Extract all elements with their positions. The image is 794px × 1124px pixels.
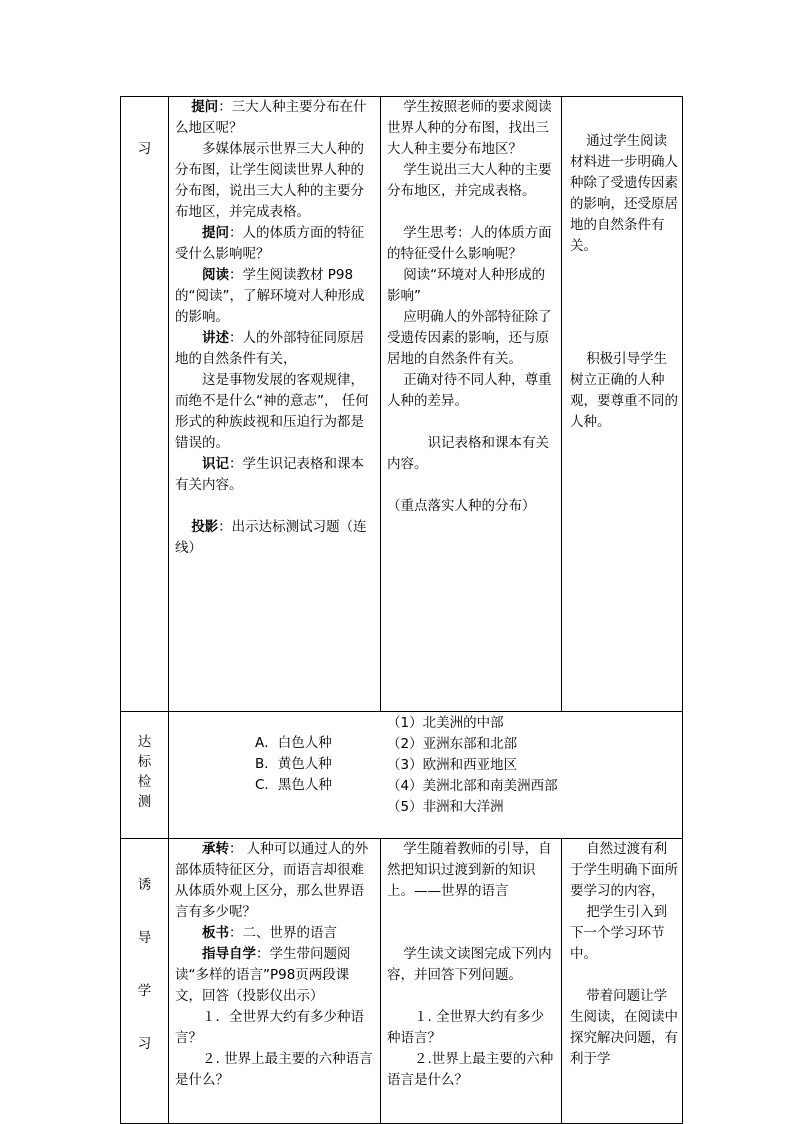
label-char: 测 (137, 794, 152, 810)
purpose-line-3: 带着问题让学生阅读，在阅读中探究解决问题，有利于学 (570, 988, 678, 1067)
row-label-assessment (121, 712, 169, 839)
match-region-2: （2）亚洲东部和北部 (387, 736, 518, 752)
label-char: 习 (137, 1036, 152, 1052)
student-line-1: 学生按照老师的要求阅读世界人种的分布图，找出三大人种主要分布地区？ (387, 99, 552, 157)
teacher-line-memorize: 识记：学生识记表格和课本有关内容。 (175, 456, 364, 493)
teacher-line-question-1: 提问：三大人种主要分布在什么地区呢？ (175, 99, 367, 136)
label-char: 诱 (137, 877, 152, 893)
student-line-1: 学生随着教师的引导，自然把知识过渡到新的知识上。——世界的语言 (387, 841, 552, 899)
student-line-2: 学生读文读图完成下列内容，并回答下列问题。 (387, 946, 552, 983)
purpose-line-1: 通过学生阅读材料进一步明确人种除了受遗传因素的影响，还受原居地的自然条件有关。 (570, 133, 678, 254)
purpose-line-2: 把学生引入到下一个学习环节中。 (570, 904, 668, 962)
teacher-line-self-study: 指导自学：学生带问题阅读“多样的语言”P98页两段课文，回答（投影仪出示） (175, 946, 351, 1004)
teacher-line-board: 板书：二、世界的语言 (202, 925, 337, 941)
teacher-line-objective-law: 这是事物发展的客观规律，而绝不是什么“神的意志”， 任何形式的种族歧视和压迫行为都是错误的。 (175, 372, 369, 451)
teacher-line-reading: 阅读：学生阅读教材 P98的“阅读”，了解环境对人种形成的影响。 (175, 267, 365, 325)
student-line-7: 识记表格和课本有关内容。 (387, 435, 549, 472)
match-region-1: （1）北美洲的中部 (387, 715, 504, 731)
student-line-4: 阅读“环境对人种形成的影响” (387, 267, 546, 304)
student-activity-cell (381, 97, 562, 712)
table-row-learning (121, 97, 683, 712)
row-label-guided (121, 839, 169, 1124)
label-char: 检 (137, 774, 152, 790)
row-label-xi: 习 (121, 97, 169, 712)
lesson-plan-table (120, 96, 683, 1124)
teacher-activity-cell (169, 839, 381, 1124)
label-char: 导 (137, 930, 152, 946)
teacher-line-q2: ２. 世界上最主要的六种语言是什么？ (175, 1051, 373, 1088)
teacher-line-lecture: 讲述：人的外部特征同原居地的自然条件有关， (175, 330, 364, 367)
design-purpose-cell (562, 839, 683, 1124)
student-line-6: 正确对待不同人种，尊重人种的差异。 (387, 372, 552, 409)
teacher-activity-cell (169, 97, 381, 712)
design-purpose-cell (562, 97, 683, 712)
teacher-line-projection: 投影：出示达标测试习题（连线） (175, 519, 367, 556)
teacher-line-media: 多媒体展示世界三大人种的分布图，让学生阅读世界人种的分布图，说出三大人种的主要分布地区，并完成表格。 (175, 141, 364, 220)
student-line-3: 学生思考：人的体质方面的特征受什么影响呢？ (387, 225, 552, 262)
match-region-4: （4）美洲北部和南美洲西部 (387, 778, 558, 794)
teacher-line-transition: 承转： 人种可以通过人的外部体质特征区分，而语言却很难从体质外观上区分，那么世界语言有多少呢？ (175, 841, 369, 920)
student-line-3: １. 全世界大约有多少种语言？ (387, 1009, 545, 1046)
label-char: 标 (137, 754, 152, 770)
match-region-5: （5）非洲和大洋洲 (387, 799, 504, 815)
student-line-8: （重点落实人种的分布） (387, 498, 536, 514)
matching-exercise-cell (169, 712, 683, 839)
table-row-guided-learning (121, 839, 683, 1124)
student-line-2: 学生说出三大人种的主要分布地区，并完成表格。 (387, 162, 552, 199)
student-line-5: 应明确人的外部特征除了受遗传因素的影响，还与原居地的自然条件有关。 (387, 309, 552, 367)
label-char: 达 (137, 734, 152, 750)
match-option-c: C．黑色人种 (255, 777, 332, 793)
purpose-line-1: 自然过渡有利于学生明确下面所要学习的内容， (570, 841, 678, 899)
teacher-line-question-2: 提问：人的体质方面的特征受什么影响呢？ (175, 225, 364, 262)
table-row-assessment (121, 712, 683, 839)
label-char: 学 (137, 983, 152, 999)
student-activity-cell (381, 839, 562, 1124)
purpose-line-2: 积极引导学生树立正确的人种观，要尊重不同的人种。 (570, 351, 678, 430)
student-line-4: ２.世界上最主要的六种语言是什么？ (387, 1051, 554, 1088)
match-option-a: A．白色人种 (255, 735, 332, 751)
teacher-line-q1: １．全世界大约有多少种语言？ (175, 1009, 364, 1046)
match-option-b: B．黄色人种 (255, 756, 332, 772)
match-region-3: （3）欧洲和西亚地区 (387, 757, 518, 773)
